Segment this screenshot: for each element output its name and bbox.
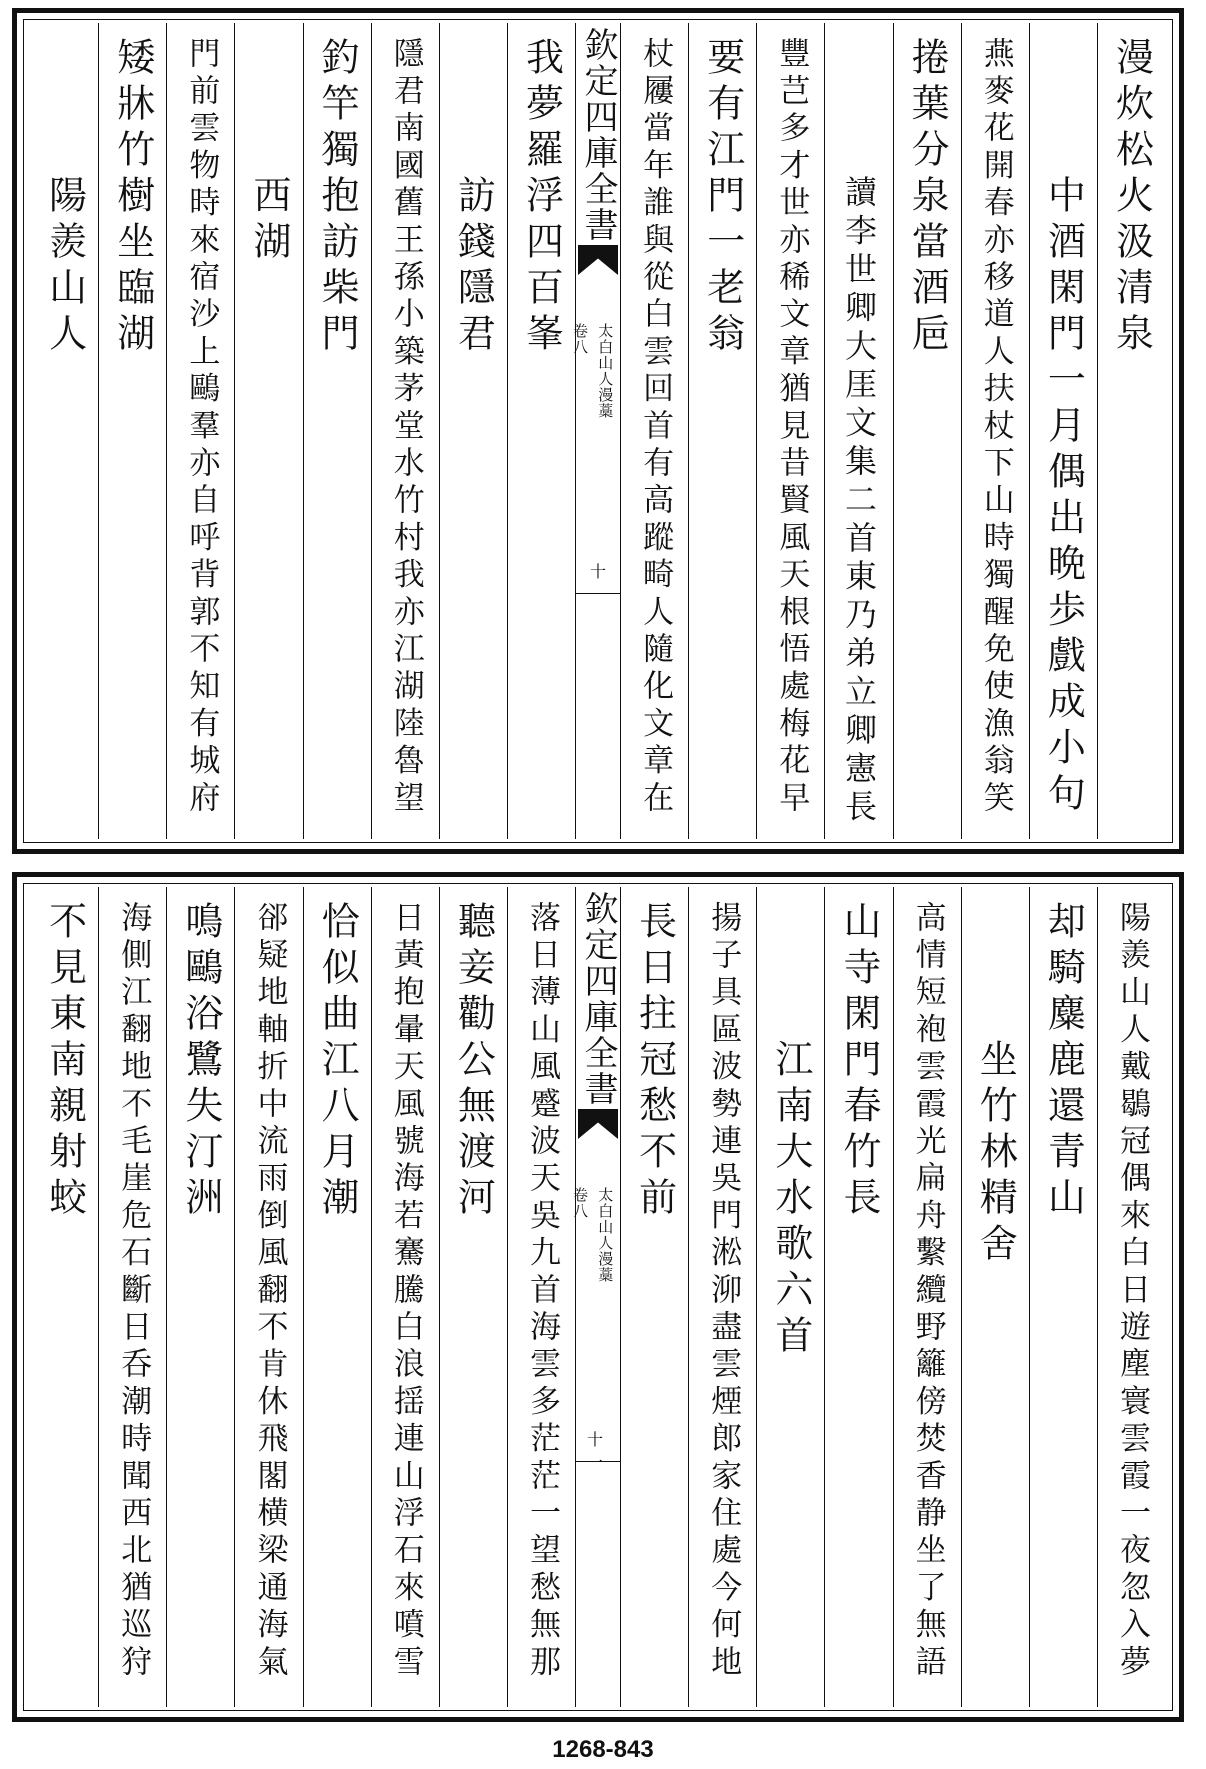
text-column [31,23,98,839]
center-title: 欽定四庫全書 [578,891,618,1107]
text-column [756,23,824,839]
text-column [1097,887,1165,1707]
text-column [234,887,302,1707]
text-column [893,23,961,839]
column-text: 門前雲物時來宿沙上鷗羣亦自呼背郭不知有城府 [183,37,220,819]
column-text: 訪錢隱君 [451,175,496,359]
text-column [439,887,507,1707]
column-text: 高情短袍雲霞光扁舟繫纜野籬傍焚香静坐了無語 [909,901,946,1683]
bottom-page-columns [31,887,1165,1707]
column-text: 不見東南親射蛟 [42,901,87,1223]
text-column [756,887,824,1707]
text-column [893,887,961,1707]
text-column [1029,23,1097,839]
text-column [688,23,756,839]
center-book-info: 太白山人漫藁 [596,323,615,419]
text-column [1097,23,1165,839]
column-text: 陽羨山人戴鶡冠偶來白日遊塵寰雲霞一夜忽入夢 [1113,901,1150,1683]
page-number: 1268-843 [552,1736,654,1763]
fish-tail-mark [578,245,618,275]
text-column [303,887,371,1707]
text-column [507,887,575,1707]
text-column [166,23,234,839]
text-column [824,23,892,839]
column-text: 杖屨當年誰與從白雲回首有高蹤畸人隨化文章在 [637,37,674,819]
column-text: 豐芑多才世亦稀文章猶見昔賢風天根悟處梅花早 [773,37,810,819]
leaf-number: 十一 [587,1430,604,1472]
column-text: 坐竹林精舍 [973,1039,1018,1269]
fish-tail-mark [578,1109,618,1139]
bottom-page-panel [12,872,1184,1722]
leaf-number: 十 [589,562,607,581]
text-column [371,23,439,839]
column-text: 要有江門一老翁 [700,37,745,359]
column-text: 山寺閑門春竹長 [836,901,881,1223]
text-column [688,887,756,1707]
text-column [824,887,892,1707]
column-text: 燕麥花開春亦移道人扶杖下山時獨醒免使漁翁笑 [977,37,1014,819]
column-text: 讀李世卿大厓文集二首東乃弟立卿憲長 [839,175,878,828]
center-title: 欽定四庫全書 [578,27,618,243]
column-text: 海側江翻地不毛崖危石斷日呑潮時聞西北猶巡狩 [115,901,152,1683]
column-text: 漫炊松火汲清泉 [1109,37,1154,359]
top-page-columns [31,23,1165,839]
column-text: 却騎麋鹿還青山 [1041,901,1086,1223]
text-column [303,23,371,839]
text-column [1029,887,1097,1707]
column-text: 釣竿獨抱訪柴門 [315,37,360,359]
column-text: 鳴鷗浴鷺失汀洲 [178,901,223,1223]
text-column [961,887,1029,1707]
column-text: 郤疑地軸折中流雨倒風翻不肯休飛閣横梁通海氣 [251,901,288,1683]
center-fold-column [571,23,620,839]
column-text: 矮牀竹樹坐臨湖 [110,37,155,359]
column-text: 長日拄冠愁不前 [632,901,677,1223]
text-column [371,887,439,1707]
text-column [234,23,302,839]
column-text: 落日薄山風蹙波天吳九首海雲多茫茫一望愁無那 [523,901,560,1683]
column-text: 陽羨山人 [42,175,87,359]
text-column [31,887,98,1707]
text-column [439,23,507,839]
column-text: 聽妾勸公無渡河 [451,901,496,1223]
center-fold-column [571,887,620,1707]
column-text: 日黃抱暈天風號海若騫騰白浪揺連山浮石來噴雪 [387,901,424,1683]
text-column [620,23,688,839]
column-text: 揚子具區波勢連吳門淞泖盡雲煙郎家住處今何地 [705,901,742,1683]
center-book-info: 太白山人漫藁 [596,1187,615,1283]
text-column [98,23,166,839]
center-volume: 卷八 [571,1187,589,1219]
column-text: 中酒閑門一月偶出晩歩戲成小句 [1041,175,1086,819]
text-column [507,23,575,839]
text-column [166,887,234,1707]
top-page-panel [12,8,1184,854]
column-text: 我夢羅浮四百峯 [519,37,564,359]
text-column [98,887,166,1707]
text-column [961,23,1029,839]
text-column [620,887,688,1707]
column-text: 隱君南國舊王孫小築茅堂水竹村我亦江湖陸魯望 [387,37,424,819]
column-text: 恰似曲江八月潮 [315,901,360,1223]
column-text: 江南大水歌六首 [768,1039,813,1361]
column-text: 捲葉分泉當酒巵 [905,37,950,359]
column-text: 西湖 [246,175,291,267]
center-volume: 卷八 [571,323,589,355]
